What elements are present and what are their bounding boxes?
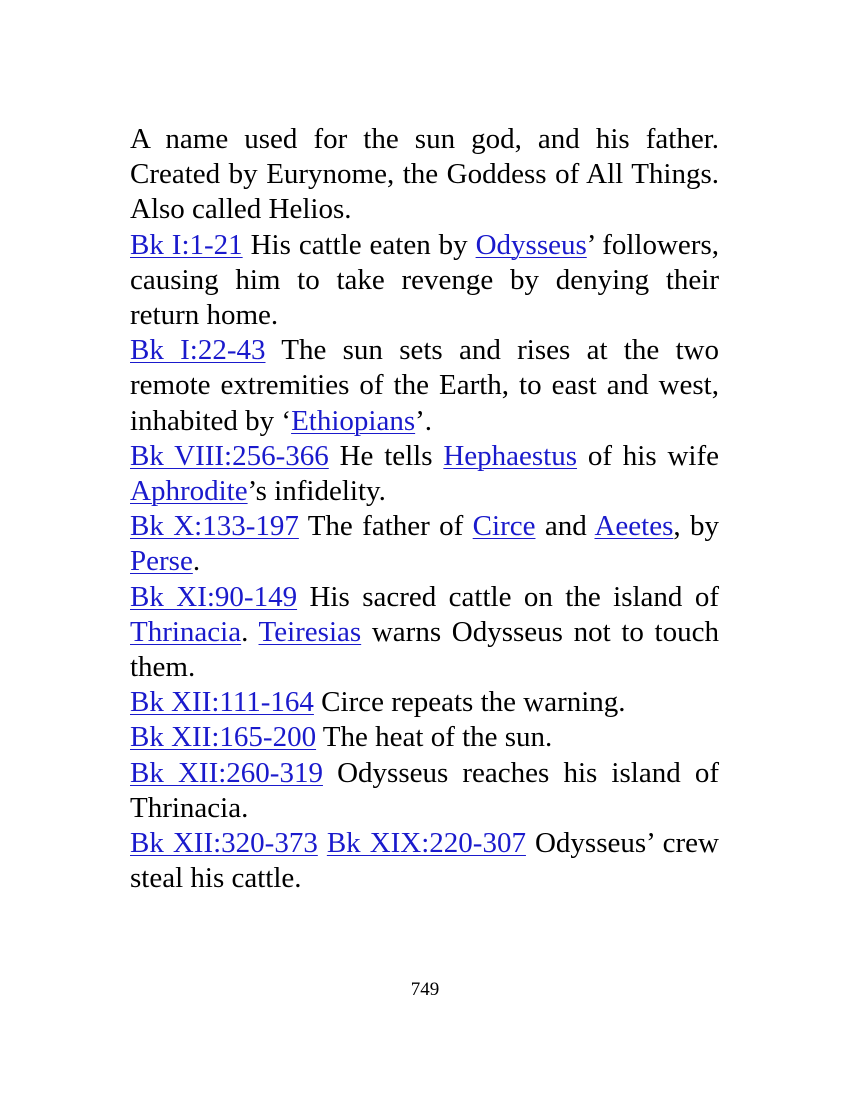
book-reference-link[interactable]: Bk I:1-21 bbox=[130, 228, 243, 261]
reference-text: ’s infidelity. bbox=[247, 475, 386, 508]
reference-paragraph bbox=[130, 756, 719, 826]
perse-link[interactable]: Perse bbox=[130, 545, 193, 578]
reference-text: He tells bbox=[328, 439, 444, 472]
entry-body bbox=[130, 122, 719, 896]
reference-text: The father of bbox=[298, 510, 473, 543]
book-reference-link[interactable]: Bk XIX:220-307 bbox=[326, 827, 526, 860]
book-reference-link[interactable]: Bk I:22-43 bbox=[130, 334, 266, 367]
reference-text: The heat of the sun. bbox=[316, 721, 553, 754]
ethiopians-link[interactable]: Ethiopians bbox=[291, 404, 416, 437]
page-number: 749 bbox=[410, 979, 440, 1000]
reference-text: Circe repeats the warning. bbox=[313, 686, 626, 719]
reference-text: , by bbox=[673, 510, 720, 543]
circe-link[interactable]: Circe bbox=[472, 510, 536, 543]
reference-text: Odysseus’ crew steal his cattle. bbox=[130, 827, 719, 895]
reference-paragraph bbox=[130, 509, 719, 579]
reference-paragraph bbox=[130, 685, 719, 720]
odysseus-link[interactable]: Odysseus bbox=[475, 228, 587, 261]
reference-text: His sacred cattle on the island of bbox=[297, 580, 719, 613]
reference-paragraph bbox=[130, 580, 719, 686]
entry-intro: A name used for the sun god, and his father. Created by Eurynome, the Goddess of All Things. Also called Helios. bbox=[130, 123, 719, 226]
book-reference-link[interactable]: Bk X:133-197 bbox=[130, 510, 299, 543]
reference-text: and bbox=[535, 510, 595, 543]
book-reference-link[interactable]: Bk XI:90-149 bbox=[130, 580, 298, 613]
thrinacia-link[interactable]: Thrinacia bbox=[130, 615, 242, 648]
reference-text: of his wife bbox=[577, 439, 719, 472]
reference-paragraph bbox=[130, 826, 719, 896]
teiresias-link[interactable]: Teiresias bbox=[258, 615, 362, 648]
aphrodite-link[interactable]: Aphrodite bbox=[130, 475, 248, 508]
reference-text: ’ followers, causing him to take revenge by denying their return home. bbox=[130, 228, 719, 332]
hephaestus-link[interactable]: Hephaestus bbox=[443, 439, 578, 472]
reference-text: warns Odysseus not to touch them. bbox=[130, 615, 719, 684]
book-reference-link[interactable]: Bk VIII:256-366 bbox=[130, 439, 329, 472]
reference-paragraph bbox=[130, 720, 719, 755]
book-reference-link[interactable]: Bk XII:320-373 bbox=[130, 827, 318, 860]
book-reference-link[interactable]: Bk XII:165-200 bbox=[130, 721, 317, 754]
aeetes-link[interactable]: Aeetes bbox=[594, 510, 674, 543]
reference-text: Odysseus reaches his island of Thrinacia. bbox=[130, 756, 719, 824]
reference-text: The sun sets and rises at the two remote extremities of the Earth, to east and west, inhabited by ‘ bbox=[130, 334, 719, 437]
reference-text: His cattle eaten by bbox=[242, 228, 476, 261]
book-reference-link[interactable]: Bk XII:260-319 bbox=[130, 756, 323, 789]
reference-paragraph bbox=[130, 333, 719, 439]
book-reference-link[interactable]: Bk XII:111-164 bbox=[130, 686, 314, 719]
reference-paragraph bbox=[130, 439, 719, 509]
reference-text bbox=[318, 827, 327, 859]
reference-text: . bbox=[241, 615, 259, 648]
reference-text: ’. bbox=[415, 404, 433, 437]
reference-paragraph bbox=[130, 228, 719, 334]
reference-text: . bbox=[192, 545, 201, 578]
